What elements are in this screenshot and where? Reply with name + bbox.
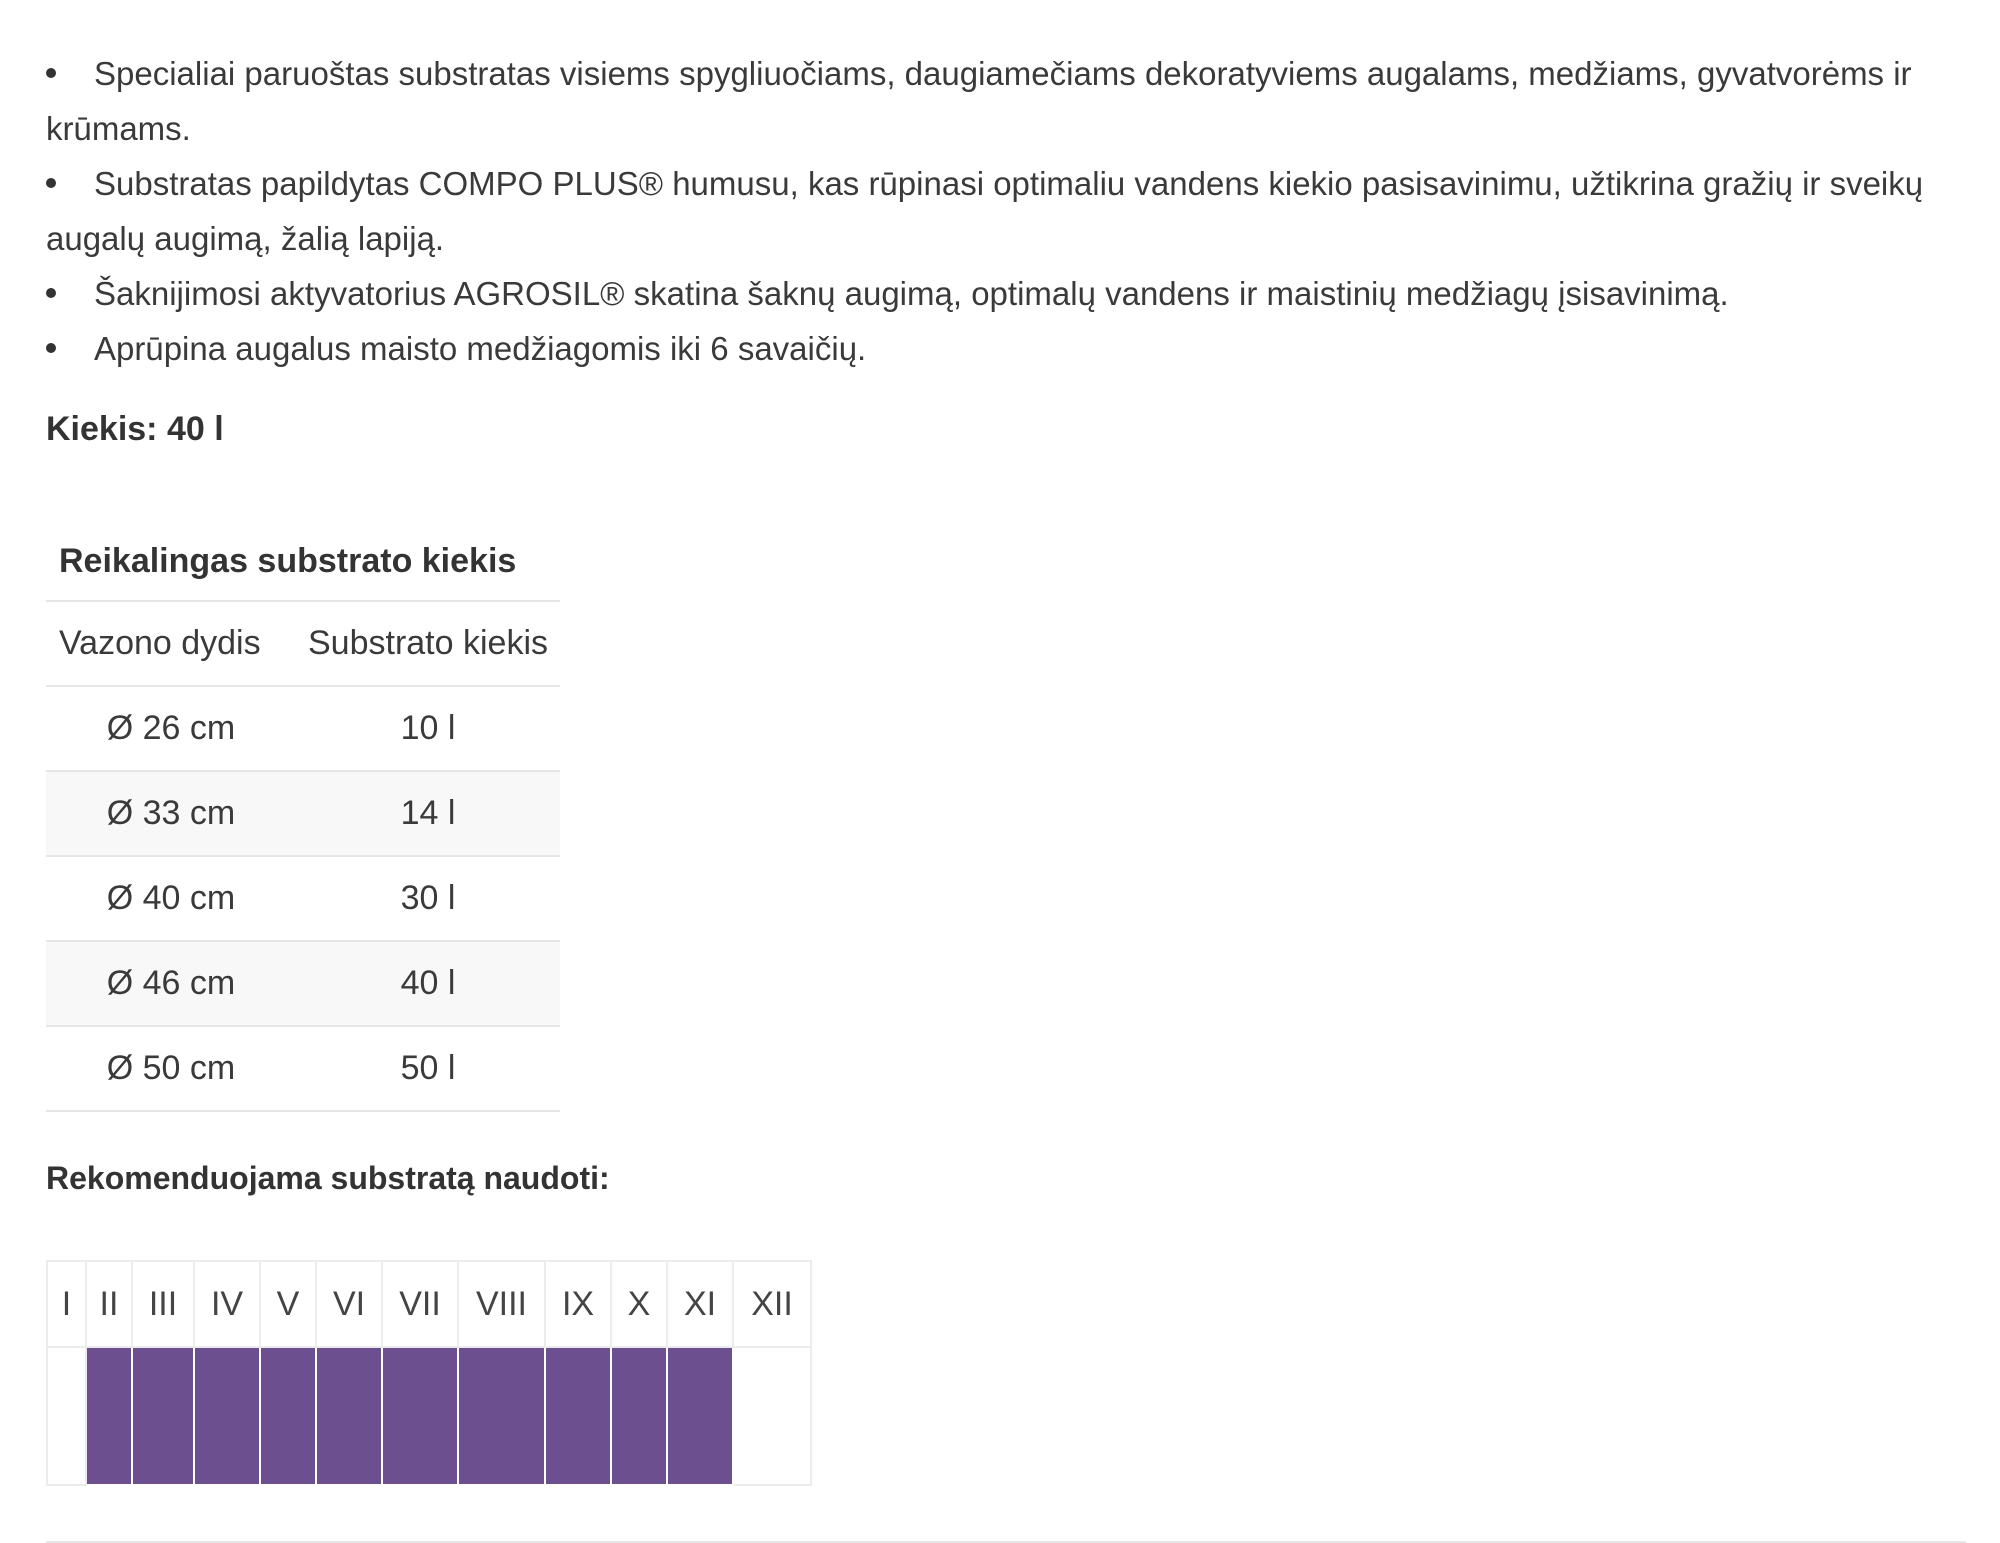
table-row xyxy=(46,686,560,771)
month-usage-cell xyxy=(194,1347,260,1485)
substrate-amount-cell: 40 l xyxy=(296,941,560,1026)
substrate-amount-cell: 10 l xyxy=(296,686,560,771)
month-label: VI xyxy=(316,1261,382,1347)
month-usage-cell xyxy=(733,1347,811,1485)
month-usage-cell xyxy=(316,1347,382,1485)
month-label: XI xyxy=(667,1261,733,1347)
substrate-amount-cell: 14 l xyxy=(296,771,560,856)
substrate-amount-table xyxy=(46,528,560,1112)
bullet-icon xyxy=(46,288,56,298)
table-row xyxy=(46,941,560,1026)
month-usage-cell xyxy=(611,1347,667,1485)
month-usage-cell xyxy=(458,1347,545,1485)
feature-item xyxy=(46,46,1966,156)
month-label: V xyxy=(260,1261,316,1347)
substrate-amount-cell: 50 l xyxy=(296,1026,560,1111)
month-usage-row xyxy=(47,1347,811,1485)
bullet-icon xyxy=(46,343,56,353)
feature-item xyxy=(46,266,1966,321)
feature-text: Šaknijimosi aktyvatorius AGROSIL® skatina šaknų augimą, optimalų vandens ir maistinių medžiagų įsisavinimą. xyxy=(94,275,1729,312)
feature-list xyxy=(46,46,1966,376)
table-caption: Reikalingas substrato kiekis xyxy=(59,542,517,580)
feature-item xyxy=(46,321,1966,376)
table-header-row xyxy=(46,601,560,686)
month-label: I xyxy=(47,1261,86,1347)
feature-text: Substratas papildytas COMPO PLUS® humusu, kas rūpinasi optimaliu vandens kiekio pasisavinimu, užtikrina gražių ir sveikų augalų augimą, žalią lapiją. xyxy=(46,165,1924,257)
pot-size-cell: Ø 40 cm xyxy=(46,856,296,941)
pot-size-cell: Ø 26 cm xyxy=(46,686,296,771)
table-row xyxy=(46,856,560,941)
month-label: VIII xyxy=(458,1261,545,1347)
table-row xyxy=(46,1026,560,1111)
bullet-icon xyxy=(46,178,56,188)
feature-item xyxy=(46,156,1966,266)
month-label: X xyxy=(611,1261,667,1347)
month-label: IV xyxy=(194,1261,260,1347)
month-usage-cell xyxy=(382,1347,458,1485)
month-label: XII xyxy=(733,1261,811,1347)
column-header: Substrato kiekis xyxy=(296,601,560,686)
feature-text: Aprūpina augalus maisto medžiagomis iki 6 savaičių. xyxy=(94,330,867,367)
month-usage-cell xyxy=(545,1347,611,1485)
pot-size-cell: Ø 46 cm xyxy=(46,941,296,1026)
feature-text: Specialiai paruoštas substratas visiems spygliuočiams, daugiamečiams dekoratyviems augalams, medžiams, gyvatvorėms ir krūmams. xyxy=(46,55,1912,147)
month-usage-cell xyxy=(47,1347,86,1485)
month-usage-cell xyxy=(667,1347,733,1485)
month-usage-cell xyxy=(86,1347,132,1485)
substrate-amount-cell: 30 l xyxy=(296,856,560,941)
month-labels-row xyxy=(47,1261,811,1347)
pot-size-cell: Ø 50 cm xyxy=(46,1026,296,1111)
column-header: Vazono dydis xyxy=(46,601,296,686)
bullet-icon xyxy=(46,68,56,78)
month-label: IX xyxy=(545,1261,611,1347)
month-usage-cell xyxy=(260,1347,316,1485)
table-row xyxy=(46,771,560,856)
month-usage-cell xyxy=(132,1347,194,1485)
recommend-heading: Rekomenduojama substratą naudoti: xyxy=(46,1160,610,1196)
month-label: III xyxy=(132,1261,194,1347)
pot-size-cell: Ø 33 cm xyxy=(46,771,296,856)
quantity-label: Kiekis: 40 l xyxy=(46,410,224,448)
month-label: VII xyxy=(382,1261,458,1347)
month-calendar-table xyxy=(46,1260,812,1486)
month-label: II xyxy=(86,1261,132,1347)
